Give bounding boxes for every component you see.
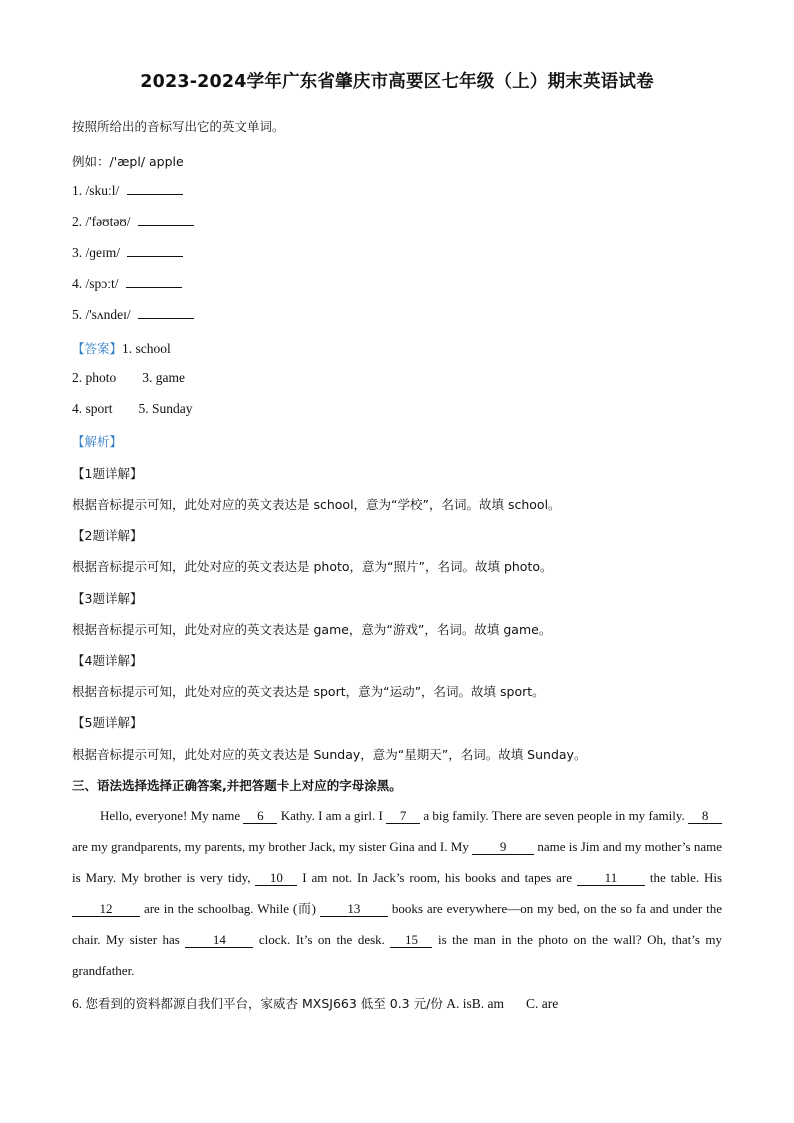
phonetic: /spɔːt/ xyxy=(85,276,119,291)
answer-line-3 xyxy=(72,401,193,417)
passage-text: clock. It’s on the desk. xyxy=(258,932,385,947)
blank-12: 12 xyxy=(72,902,140,917)
answer-item: 5. Sunday xyxy=(138,401,193,416)
answer-blank xyxy=(127,245,183,257)
answer-item: 2. photo xyxy=(72,370,117,385)
blank-7: 7 xyxy=(386,809,420,824)
detail-text: 根据音标提示可知，此处对应的英文表达是 game，意为“游戏”，名词。故填 game。 xyxy=(72,622,552,637)
passage-text: Hello, everyone! My name xyxy=(100,808,241,823)
detail-heading: 【1题详解】 xyxy=(72,466,143,481)
phonetic: /'sʌndeɪ/ xyxy=(85,307,131,322)
passage-text: Kathy. I am a girl. I xyxy=(280,808,383,823)
analysis-tag: 【解析】 xyxy=(72,434,123,449)
passage-text: I am not. In Jack’s room, his books and tapes are xyxy=(302,870,573,885)
detail-text: 根据音标提示可知，此处对应的英文表达是 photo，意为“照片”，名词。故填 photo。 xyxy=(72,559,553,574)
phonetic: /skuːl/ xyxy=(85,183,120,198)
blank-6: 6 xyxy=(243,809,277,824)
blank-10: 10 xyxy=(255,871,297,886)
question-1 xyxy=(72,183,183,199)
question-number: 2. xyxy=(72,214,83,229)
watermark-text: 您看到的资料都源自我们平台，家威杏 MXSJ663 低至 0.3 元/份 xyxy=(85,996,443,1011)
blank-11: 11 xyxy=(577,871,645,886)
answer-blank xyxy=(138,307,194,319)
detail-text: 根据音标提示可知，此处对应的英文表达是 Sunday，意为“星期天”，名词。故填 Sunday。 xyxy=(72,747,587,762)
page-title: 2023-2024学年广东省肇庆市高要区七年级（上）期末英语试卷 xyxy=(140,72,654,92)
answer-blank xyxy=(127,183,183,195)
answer-line-2 xyxy=(72,370,185,386)
example: 例如：/'æpl/ apple xyxy=(72,154,184,169)
answer-line-1 xyxy=(72,339,171,357)
blank-15: 15 xyxy=(390,933,432,948)
passage-text: name is Jim and my mother’s name is Mary. My brother is very tidy, xyxy=(72,839,723,885)
answer-blank xyxy=(138,214,194,226)
options-ab: A. isB. am xyxy=(446,996,504,1011)
phonetic: /ɡeɪm/ xyxy=(85,245,120,260)
passage-text: the table. His xyxy=(649,870,723,885)
question-number: 6. xyxy=(72,996,83,1011)
question-number: 3. xyxy=(72,245,83,260)
instruction: 按照所给出的音标写出它的英文单词。 xyxy=(72,119,285,134)
answer-item: 4. sport xyxy=(72,401,113,416)
question-number: 5. xyxy=(72,307,83,322)
detail-text: 根据音标提示可知，此处对应的英文表达是 sport，意为“运动”，名词。故填 sport。 xyxy=(72,684,545,699)
passage-text: are in the schoolbag. While (而) xyxy=(143,901,316,916)
detail-heading: 【5题详解】 xyxy=(72,715,143,730)
blank-9: 9 xyxy=(472,840,534,855)
blank-14: 14 xyxy=(185,933,253,948)
passage-text: a big family. There are seven people in my family. xyxy=(423,808,685,823)
question-5 xyxy=(72,307,194,323)
question-number: 4. xyxy=(72,276,83,291)
detail-text: 根据音标提示可知，此处对应的英文表达是 school，意为“学校”，名词。故填 school。 xyxy=(72,497,561,512)
detail-heading: 【3题详解】 xyxy=(72,591,143,606)
question-4 xyxy=(72,276,182,292)
answer-item: 1. school xyxy=(122,341,171,356)
section-3-title: 三、语法选择选择正确答案,并把答题卡上对应的字母涂黑。 xyxy=(72,778,402,793)
answer-tag: 【答案】 xyxy=(72,341,123,356)
question-number: 1. xyxy=(72,183,83,198)
option-c: C. are xyxy=(525,996,559,1011)
detail-heading: 【2题详解】 xyxy=(72,528,143,543)
question-6 xyxy=(72,994,558,1012)
passage-text: are my grandparents, my parents, my brother Jack, my sister Gina and I. My xyxy=(72,839,469,854)
question-3 xyxy=(72,245,183,261)
question-2 xyxy=(72,214,194,230)
answer-item: 3. game xyxy=(142,370,186,385)
passage-text: books are everywhere—on my bed, on the so fa and under the chair. My sister has xyxy=(72,901,723,947)
passage-text: is the man in the photo on the wall? Oh, that’s my grandfather. xyxy=(72,932,723,978)
cloze-passage xyxy=(72,800,722,986)
detail-heading: 【4题详解】 xyxy=(72,653,143,668)
blank-8: 8 xyxy=(688,809,722,824)
blank-13: 13 xyxy=(320,902,388,917)
phonetic: /'fəʊtəʊ/ xyxy=(85,214,131,229)
answer-blank xyxy=(126,276,182,288)
